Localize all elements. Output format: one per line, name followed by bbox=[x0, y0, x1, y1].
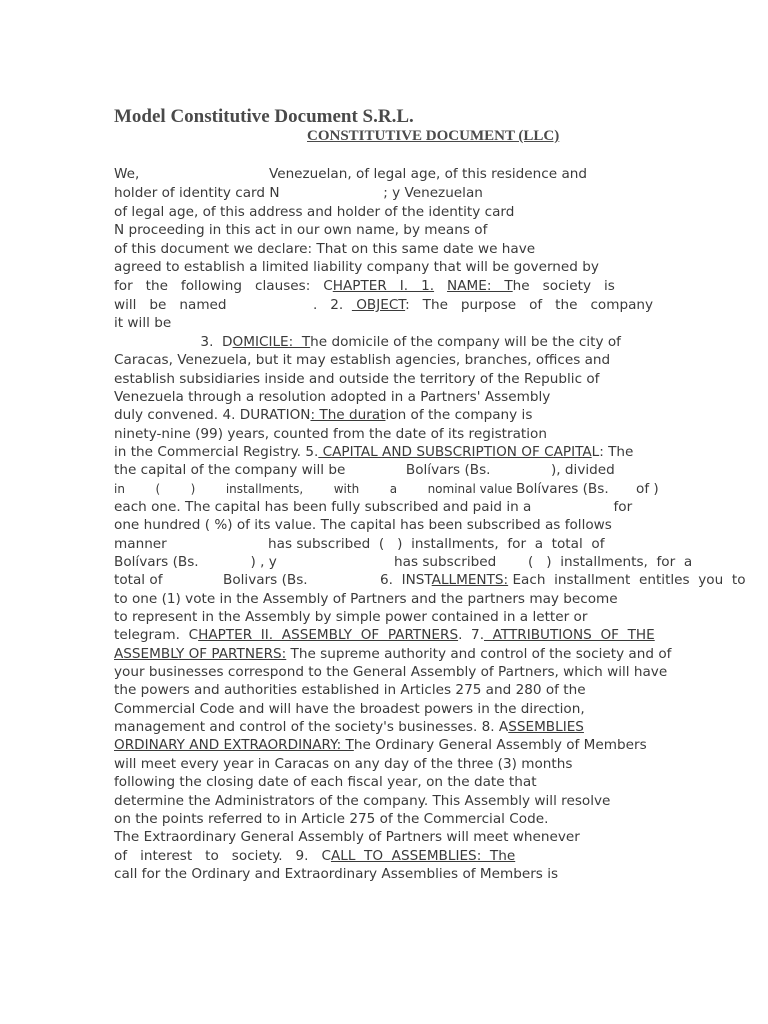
text-line bbox=[114, 736, 730, 754]
text-span: L: The bbox=[591, 444, 634, 460]
text-line bbox=[114, 296, 730, 314]
clause-assemblies-heading: SSEMBLIES bbox=[508, 719, 584, 735]
text-line: will meet every year in Caracas on any day of the three (3) months bbox=[114, 756, 573, 772]
clause-call-heading: ALL TO ASSEMBLIES: The bbox=[330, 848, 516, 864]
text-line bbox=[114, 645, 730, 663]
text-span: for the following clauses: C bbox=[114, 278, 333, 294]
text-line bbox=[114, 277, 730, 295]
text-span: total of Bolivars (Bs. bbox=[114, 572, 308, 588]
overlapping-text: ( ) installments, for a bbox=[528, 554, 693, 570]
text-line bbox=[114, 443, 730, 461]
text-span: Bolívars (Bs. ) , y bbox=[114, 554, 277, 570]
text-line: on the points referred to in Article 275 of the Commercial Code. bbox=[114, 811, 549, 827]
text-line bbox=[114, 626, 730, 644]
document-title: Model Constitutive Document S.R.L. bbox=[114, 106, 414, 127]
chapter-1-heading: HAPTER I. 1. bbox=[332, 278, 435, 294]
text-span: he Ordinary General Assembly of Members bbox=[353, 737, 647, 753]
clause-name-heading: NAME: T bbox=[447, 278, 513, 294]
text-line: holder of identity card N ; y Venezuelan bbox=[114, 185, 483, 201]
text-line bbox=[114, 406, 730, 424]
document-subtitle: CONSTITUTIVE DOCUMENT (LLC) bbox=[307, 128, 560, 144]
text-span: Each installment entitles you to bbox=[508, 572, 746, 588]
text-span: 3. D bbox=[114, 334, 233, 350]
text-span: he domicile of the company will be the city of bbox=[310, 334, 621, 350]
overlapping-text: Bolívares (Bs. bbox=[516, 481, 609, 497]
text-line: determine the Administrators of the company. This Assembly will resolve bbox=[114, 793, 611, 809]
overlapping-text: has subscribed ( ) installments, for a total of bbox=[268, 536, 605, 552]
text-line: to represent in the Assembly by simple power contained in a letter or bbox=[114, 609, 588, 625]
text-line: following the closing date of each fiscal year, on the date that bbox=[114, 774, 537, 790]
text-span: al value bbox=[465, 482, 513, 496]
text-line: the powers and authorities established in Articles 275 and 280 of the bbox=[114, 682, 586, 698]
text-line: Venezuela through a resolution adopted in a Partners' Assembly bbox=[114, 389, 551, 405]
text-span: in ( ) installments, with a nomin bbox=[114, 482, 466, 496]
text-line: to one (1) vote in the Assembly of Partners and the partners may become bbox=[114, 591, 618, 607]
text-line: Commercial Code and will have the broadest powers in the direction, bbox=[114, 701, 585, 717]
text-line: establish subsidiaries inside and outside the territory of the Republic of bbox=[114, 371, 600, 387]
text-span: : The purpose of the company bbox=[405, 297, 654, 313]
overlapping-text: of ) bbox=[636, 481, 659, 497]
text-line: each one. The capital has been fully subscribed and paid in a for bbox=[114, 499, 633, 515]
text-line: your businesses correspond to the General Assembly of Partners, which will have bbox=[114, 664, 668, 680]
text-span: in the Commercial Registry. 5. bbox=[114, 444, 319, 460]
assembly-heading: SSEMBLY OF PARTNERS bbox=[291, 627, 459, 643]
text-line: Caracas, Venezuela, but it may establish agencies, branches, offices and bbox=[114, 352, 611, 368]
text-span: . 7. bbox=[458, 627, 485, 643]
overlapping-text bbox=[380, 571, 746, 589]
text-line: agreed to establish a limited liability company that will be governed by bbox=[114, 259, 599, 275]
text-line: it will be bbox=[114, 315, 172, 331]
clause-domicile-heading: OMICILE: T bbox=[232, 334, 311, 350]
text-line bbox=[114, 847, 730, 865]
text-line: call for the Ordinary and Extraordinary Assemblies of Members is bbox=[114, 866, 559, 882]
clause-capital-heading: CAPITAL AND SUBSCRIPTION OF CAPITA bbox=[318, 444, 592, 460]
text-line: N proceeding in this act in our own name, by means of bbox=[114, 222, 488, 238]
clause-attributions-heading: ATTRIBUTIONS OF THE bbox=[484, 627, 655, 643]
text-line: one hundred ( %) of its value. The capital has been subscribed as follows bbox=[114, 517, 612, 533]
text-span: management and control of the society's businesses. 8. A bbox=[114, 719, 509, 735]
chapter-2-heading: HAPTER II. A bbox=[198, 627, 292, 643]
text-line: of legal age, of this address and holder of the identity card bbox=[114, 204, 515, 220]
text-span: of interest to society. 9. C bbox=[114, 848, 331, 864]
text-line: of this document we declare: That on this same date we have bbox=[114, 241, 536, 257]
text-line: The Extraordinary General Assembly of Partners will meet whenever bbox=[114, 829, 580, 845]
text-line: We, Venezuelan, of legal age, of this residence and bbox=[114, 166, 588, 182]
text-span: telegram. C bbox=[114, 627, 199, 643]
text-span: will be named . 2. bbox=[114, 297, 352, 313]
text-line: the capital of the company will be Bolívars (Bs. ), divided bbox=[114, 462, 615, 478]
assembly-of-partners-heading: ASSEMBLY OF PARTNERS: bbox=[114, 646, 287, 662]
text-line bbox=[114, 333, 730, 351]
text-span: manner bbox=[114, 536, 167, 552]
clause-duration-heading: : The durat bbox=[310, 407, 386, 423]
text-span: 6. INST bbox=[380, 572, 432, 588]
text-span: The supreme authority and control of the society and of bbox=[286, 646, 672, 662]
text-span: ion of the company is bbox=[385, 407, 533, 423]
text-span: duly convened. 4. DURATION bbox=[114, 407, 311, 423]
text-line bbox=[114, 718, 730, 736]
ordinary-extraordinary-heading: ORDINARY AND EXTRAORDINARY: T bbox=[114, 737, 354, 753]
text-span: he society is bbox=[512, 278, 615, 294]
text-span bbox=[434, 278, 447, 294]
text-line: ninety-nine (99) years, counted from the date of its registration bbox=[114, 426, 547, 442]
overlapping-text: has subscribed bbox=[394, 554, 497, 570]
clause-installments-heading: ALLMENTS: bbox=[431, 572, 509, 588]
clause-object-heading: OBJECT bbox=[351, 297, 406, 313]
